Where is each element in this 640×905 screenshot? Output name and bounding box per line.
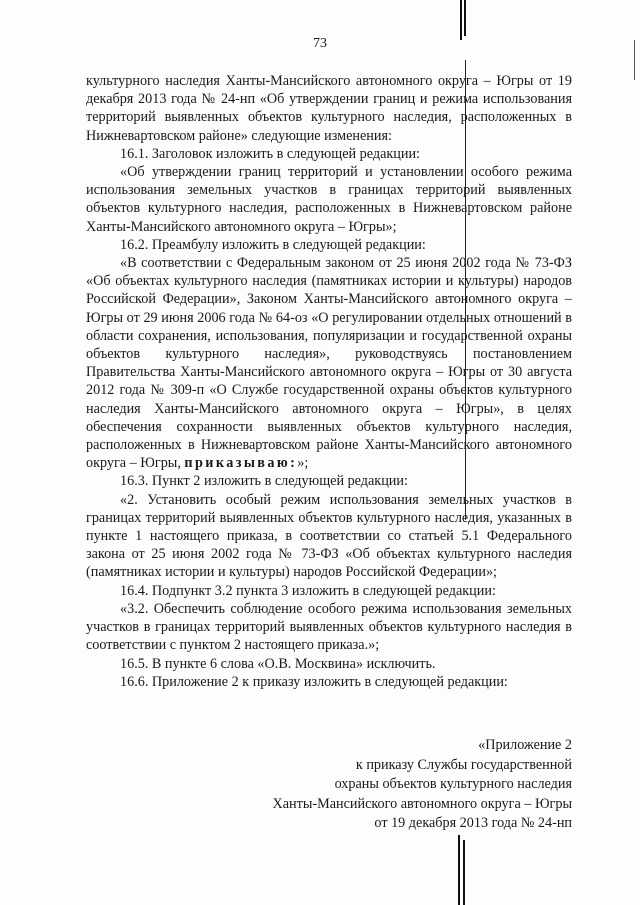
appendix-line: «Приложение 2 bbox=[478, 737, 572, 753]
paragraph: 16.1. Заголовок изложить в следующей редакции: bbox=[120, 145, 420, 162]
paragraph: 16.5. В пункте 6 слова «О.В. Москвина» исключить. bbox=[120, 655, 436, 672]
paragraph: «Об утверждении границ территорий и установлении особого режима использования земельных участков в границах территорий выявленных объектов культурного наследия, расположенных в Нижневартовском районе Ханты-Мансийского автономного округа – Югры»; bbox=[86, 164, 572, 235]
paragraph: 16.2. Преамбулу изложить в следующей редакции: bbox=[120, 236, 426, 253]
appendix-line: охраны объектов культурного наследия bbox=[334, 776, 572, 792]
paragraph: «2. Установить особый режим использования земельных участков в границах территорий выявленных объектов культурного наследия, указанных в пункте 1 настоящего приказа, в соответствии со статьей 5.1 Федерального закона от 25 июня 2002 года № 73-ФЗ «Об объектах культурного наследия (памятниках истории и культуры) народов Российской Федерации»; bbox=[86, 491, 572, 581]
paragraph-end: »; bbox=[297, 455, 309, 472]
scan-artifact-line bbox=[464, 0, 466, 36]
scan-artifact-line bbox=[458, 835, 460, 905]
emphasized-word: приказываю: bbox=[184, 455, 298, 472]
appendix-header bbox=[200, 736, 572, 834]
paragraph: 16.3. Пункт 2 изложить в следующей редакции: bbox=[120, 473, 408, 490]
appendix-line: к приказу Службы государственной bbox=[355, 756, 572, 773]
scan-artifact-line bbox=[460, 0, 462, 40]
paragraph bbox=[86, 254, 572, 472]
appendix-line: от 19 декабря 2013 года № 24-нп bbox=[374, 815, 572, 831]
paragraph: «3.2. Обеспечить соблюдение особого режима использования земельных участков в границах территорий выявленных объектов культурного наследия в соответствии с пунктом 2 настоящего приказа.»; bbox=[86, 600, 572, 654]
document-body bbox=[86, 72, 572, 691]
appendix-line: Ханты-Мансийского автономного округа – Югры bbox=[272, 795, 572, 812]
scan-artifact-line bbox=[463, 840, 465, 905]
paragraph: 16.4. Подпункт 3.2 пункта 3 изложить в следующей редакции: bbox=[120, 582, 496, 599]
page-number: 73 bbox=[313, 36, 327, 51]
paragraph: культурного наследия Ханты-Мансийского автономного округа – Югры от 19 декабря 2013 года № 24-нп «Об утверждении границ и режима использования территорий выявленных объектов культурного наследия, расположенных в Нижневартовском районе» следующие изменения: bbox=[86, 73, 572, 144]
paragraph-text: «В соответствии с Федеральным законом от 25 июня 2002 года № 73-ФЗ «Об объектах культурного наследия (памятниках истории и культуры) народов Российской Федерации», Законом Ханты-Мансийского автономного округа – Югры от 29 июня 2006 года № 64-оз «О регулировании отдельных отношений в области сохранения, использования, популяризации и государственной охраны объектов культурного наследия», руководствуясь постановлением Правительства Ханты-Мансийского автономного округа – Югры от 30 августа 2012 года № 309-п «О Службе государственной охраны объектов культурного наследия Ханты-Мансийского автономного округа – Югры», в целях обеспечения сохранности выявленных объектов культурного наследия, расположенных в Нижневартовском районе Ханты-Мансийского автономного округа – Югры, bbox=[86, 255, 572, 472]
paragraph: 16.6. Приложение 2 к приказу изложить в следующей редакции: bbox=[120, 673, 508, 690]
